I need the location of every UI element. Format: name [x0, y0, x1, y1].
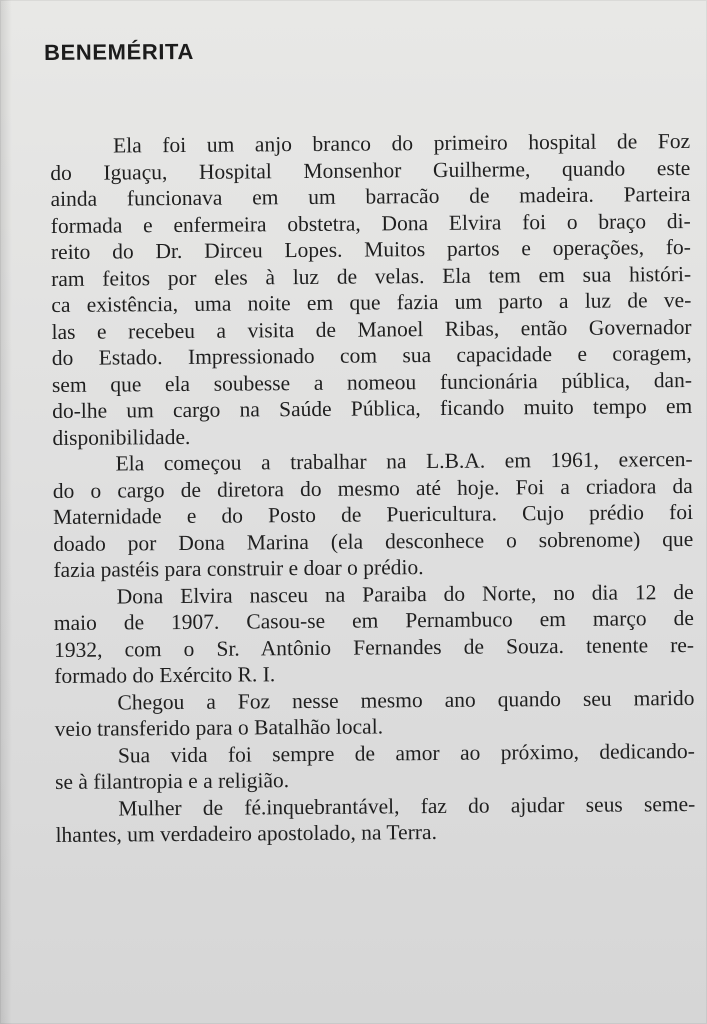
page-edge-shadow — [0, 0, 12, 1024]
text-line: formado do Exército R. I. — [54, 662, 276, 688]
text-line: ainda funcionava em um barracão de madeira. Parteira — [50, 181, 691, 211]
text-line: do Estado. Impressionado com sua capacidade e coragem, — [51, 340, 692, 370]
text-line: Mulher de fé.inquebrantável, faz do ajudar seus seme- — [118, 791, 696, 820]
text-line: Maternidade e do Posto de Puericultura. Cujo prédio foi — [52, 499, 694, 529]
text-line: disponibilidade. — [52, 424, 191, 450]
text-line: ca existência, uma noite em que fazia um parto a luz de ve- — [51, 287, 692, 317]
text-line: fazia pastéis para construir e doar o prédio. — [53, 555, 424, 582]
text-line: formada e enfermeira obstetra, Dona Elvira foi o braço di- — [50, 208, 691, 238]
text-line: doado por Dona Marina (ela desconhece o sobrenome) que — [53, 526, 694, 556]
body-text — [50, 128, 696, 849]
text-line: do-lhe um cargo na Saúde Pública, ficando muito tempo em — [52, 393, 693, 423]
text-line: lhantes, um verdadeiro apostolado, na Terra. — [55, 819, 437, 847]
text-line: do o cargo de diretora do mesmo até hoje. Foi a criadora da — [52, 473, 693, 503]
text-line: Ela começou a trabalhar na L.B.A. em 1961, exercen- — [115, 446, 693, 476]
text-line: Dona Elvira nasceu na Paraiba do Norte, no dia 12 de — [116, 579, 694, 608]
text-line: 1932, com o Sr. Antônio Fernandes de Souza. tenente re- — [53, 632, 695, 662]
text-line: veio transferido para o Batalhão local. — [54, 714, 384, 741]
text-line: Sua vida foi sempre de amor ao próximo, dedicando- — [117, 738, 695, 767]
text-line: reito do Dr. Dirceu Lopes. Muitos partos e operações, fo- — [50, 234, 692, 264]
text-line: maio de 1907. Casou-se em Pernambuco em março de — [53, 605, 694, 635]
text-line: ram feitos por eles à luz de velas. Ela tem em sua históri- — [51, 261, 692, 291]
text-line: do Iguaçu, Hospital Monsenhor Guilherme, quando este — [50, 155, 691, 185]
text-line: Chegou a Foz nesse mesmo ano quando seu marido — [117, 685, 695, 714]
text-line: sem que ela soubesse a nomeou funcionária pública, dan- — [51, 367, 693, 397]
page-title: BENEMÉRITA — [44, 38, 194, 65]
text-line: Ela foi um anjo branco do primeiro hospital de Foz — [113, 128, 691, 158]
text-line: las e recebeu a visita de Manoel Ribas, então Governador — [51, 314, 692, 344]
text-line: se à filantropia e a religião. — [55, 768, 290, 794]
